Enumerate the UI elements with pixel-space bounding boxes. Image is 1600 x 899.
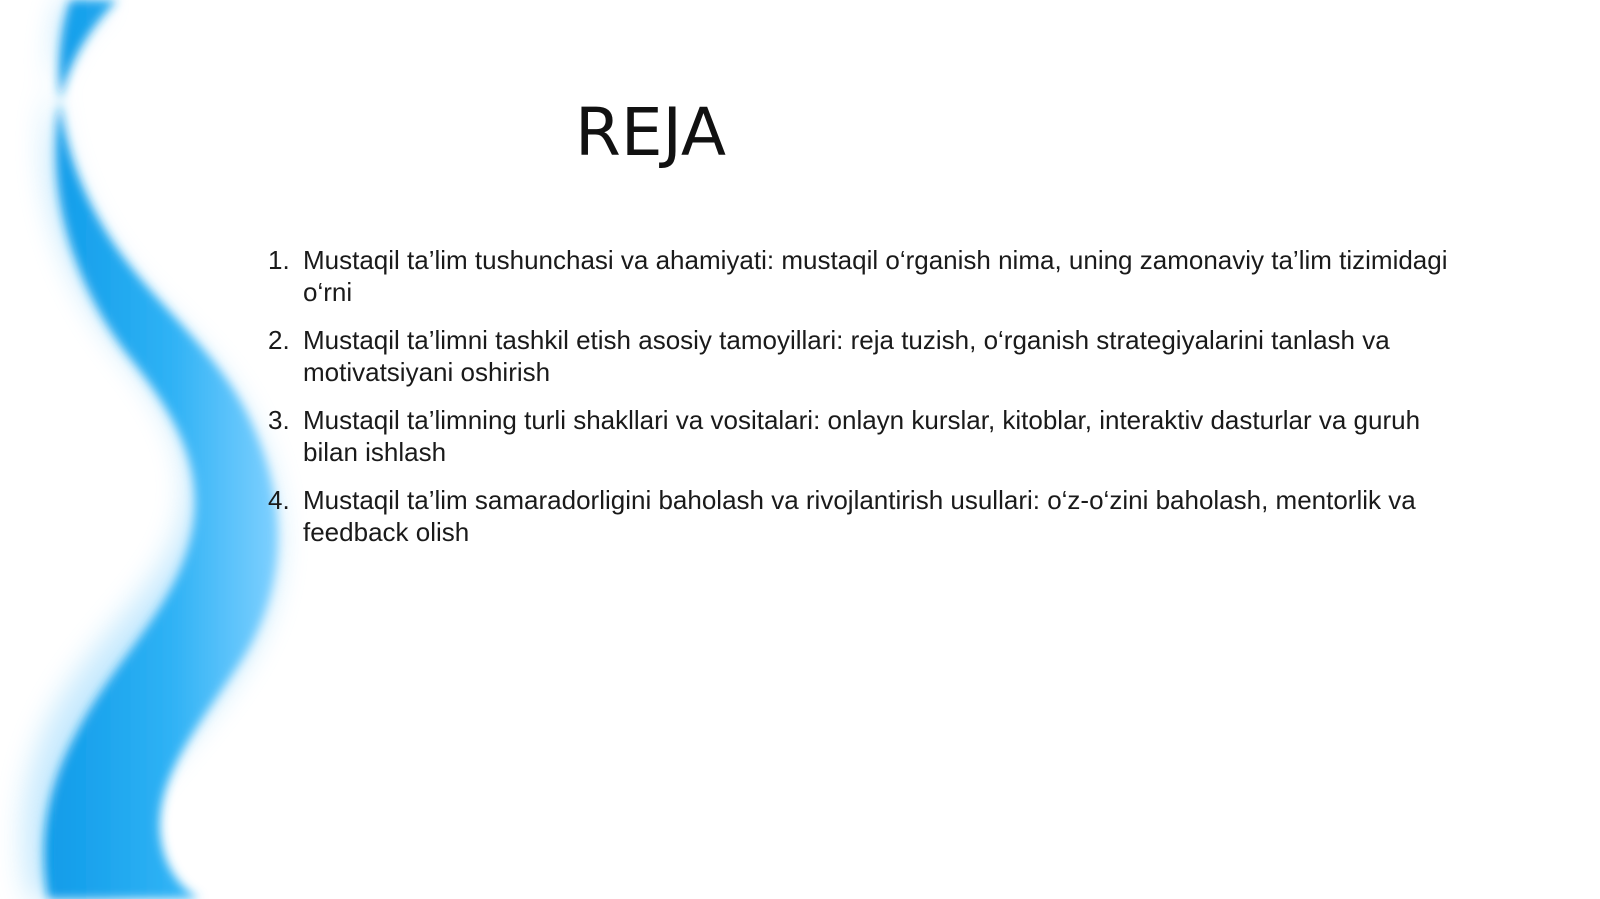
- plan-item-number: 2.: [268, 325, 290, 355]
- plan-item-number: 1.: [268, 245, 290, 275]
- plan-item: [268, 244, 1468, 308]
- slide-title: REJA: [575, 94, 727, 171]
- plan-item-text: Mustaqil ta’limni tashkil etish asosiy tamoyillari: reja tuzish, o‘rganish strategiyalarini tanlash va motivatsiyani oshirish: [303, 325, 1390, 387]
- plan-item: [268, 484, 1468, 548]
- plan-item-text: Mustaqil ta’lim tushunchasi va ahamiyati: mustaqil o‘rganish nima, uning zamonaviy ta’lim tizimidagi o‘rni: [303, 245, 1448, 307]
- plan-item-text: Mustaqil ta’limning turli shakllari va vositalari: onlayn kurslar, kitoblar, interaktiv dasturlar va guruh bilan ishlash: [303, 405, 1421, 467]
- plan-item-number: 3.: [268, 405, 290, 435]
- plan-item: [268, 404, 1468, 468]
- plan-item-text: Mustaqil ta’lim samaradorligini baholash va rivojlantirish usullari: o‘z-o‘zini baholash, mentorlik va feedback olish: [303, 485, 1416, 547]
- plan-item: [268, 324, 1468, 388]
- plan-item-number: 4.: [268, 485, 290, 515]
- plan-list: [268, 244, 1468, 564]
